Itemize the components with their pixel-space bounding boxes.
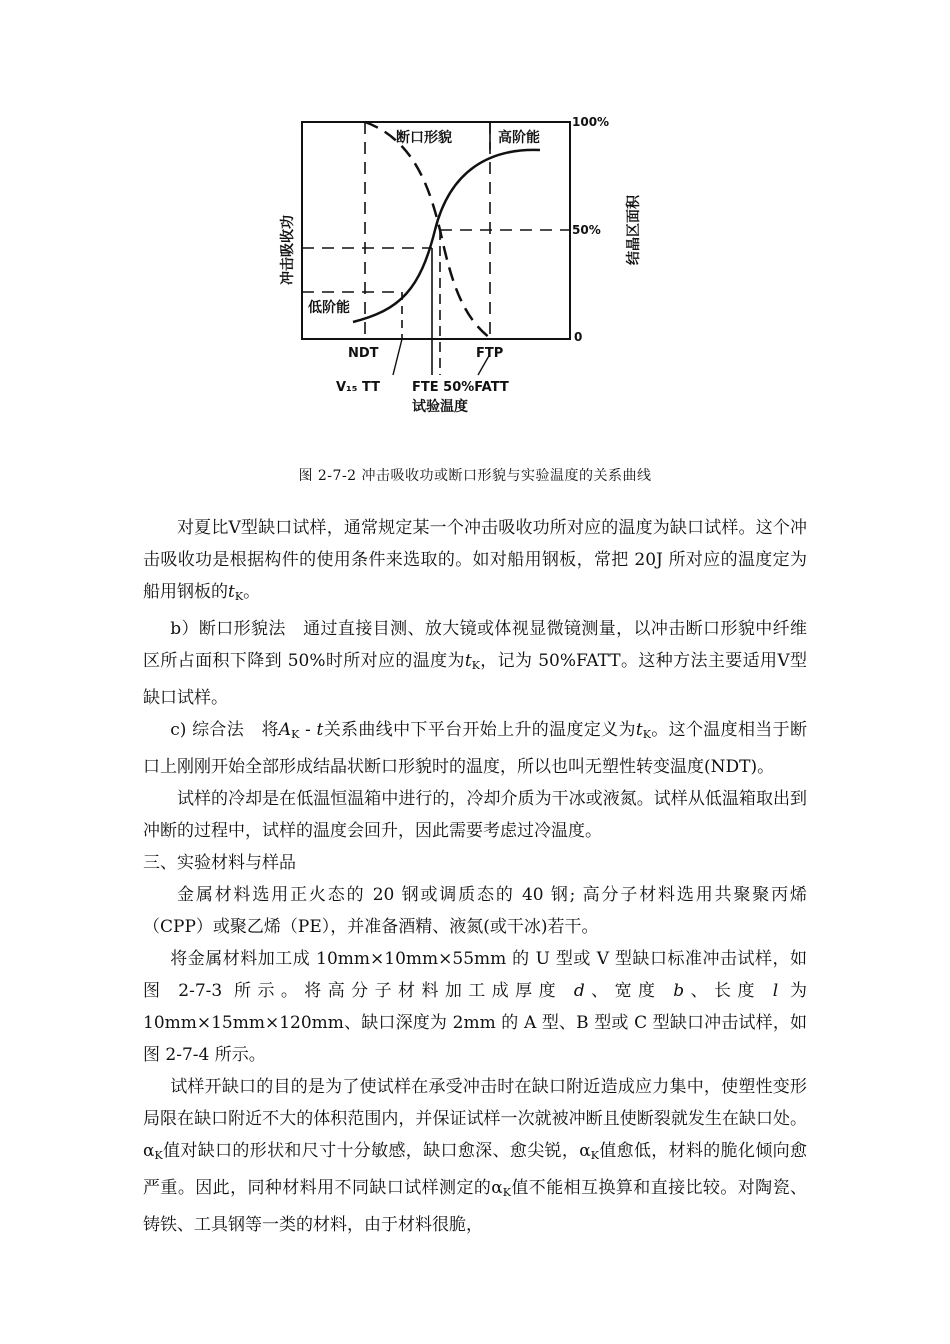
label-fracture-appearance: 断口形貌: [396, 130, 452, 146]
figure-caption: 图 2-7-2 冲击吸收功或断口形貌与实验温度的关系曲线: [298, 468, 652, 484]
v15-leader: [393, 339, 402, 375]
label-v15tt: V₁₅ TT: [336, 380, 381, 395]
label-y-left: 冲击吸收功: [280, 215, 296, 285]
label-right-50: 50%: [572, 223, 601, 237]
paragraph-materials: 金属材料选用正火态的 20 钢或调质态的 40 钢; 高分子材料选用共聚聚丙烯（CPP）或聚乙烯（PE），并准备酒精、液氮(或干冰)若干。: [143, 885, 807, 937]
label-lower-shelf: 低阶能: [308, 300, 350, 316]
paragraph-cooling: 试样的冷却是在低温恒温箱中进行的，冷却介质为干冰或液氮。试样从低温箱取出到冲断的过程中，试样的温度会回升，因此需要考虑过冷温度。: [143, 789, 807, 841]
label-ndt: NDT: [348, 346, 379, 361]
label-x-axis: 试验温度: [412, 399, 468, 415]
body-text: [143, 512, 807, 1241]
impact-energy-curve: [353, 150, 540, 322]
label-ftp: FTP: [476, 346, 504, 361]
paragraph-charpy: 对夏比V型缺口试样，通常规定某一个冲击吸收功所对应的温度为缺口试样。这个冲击吸收功是根据构件的使用条件来选取的。如对船用钢板，常把 20J 所对应的温度定为船用钢板的$t_K$。: [143, 518, 807, 603]
paragraph-notch-purpose: 试样开缺口的目的是为了使试样在承受冲击时在缺口附近造成应力集中，使塑性变形局限在缺口附近不大的体积范围内，并保证试样一次就被冲断且使断裂就发生在缺口处。$\alpha_K$值对缺口的形状和尺寸十分敏感，缺口愈深、愈尖锐，$\alpha_K$值愈低，材料的脆化倾向愈严重。因此，同种材料用不同缺口试样测定的$\alpha_K$值不能相互换算和直接比较。对陶瓷、铸铁、工具钢等一类的材料，由于材料很脆，: [143, 1077, 808, 1235]
paragraph-combined-method: c) 综合法 将$A_K$ - t关系曲线中下平台开始上升的温度定义为$t_K$。这个温度相当于断口上刚刚开始全部形成结晶状断口形貌时的温度，所以也叫无塑性转变温度(NDT)。: [143, 720, 807, 777]
paragraph-specimens: 将金属材料加工成 10mm×10mm×55mm 的 U 型或 V 型缺口标准冲击试样，如图 2-7-3 所示。将高分子材料加工成厚度 d、宽度 b、长度 l 为 10mm×15mm×120mm、缺口深度为 2mm 的 A 型、B 型或 C 型缺口冲击试样，如图 2-7-4 所示。: [143, 949, 808, 1065]
paragraph-fracture-method: b）断口形貌法 通过直接目测、放大镜或体视显微镜测量，以冲击断口形貌中纤维区所占面积下降到 50%时所对应的温度为$t_K$，记为 50%FATT。这种方法主要适用V型缺口试样。: [143, 619, 807, 708]
label-y-right: 结晶区面积: [626, 195, 642, 265]
label-right-0: 0: [574, 330, 583, 344]
section-heading: 三、实验材料与样品: [143, 853, 296, 873]
label-fte-fatt: FTE 50%FATT: [412, 380, 509, 395]
impact-transition-figure: [250, 100, 670, 430]
label-right-100: 100%: [572, 115, 610, 129]
label-upper-shelf: 高阶能: [498, 130, 540, 146]
